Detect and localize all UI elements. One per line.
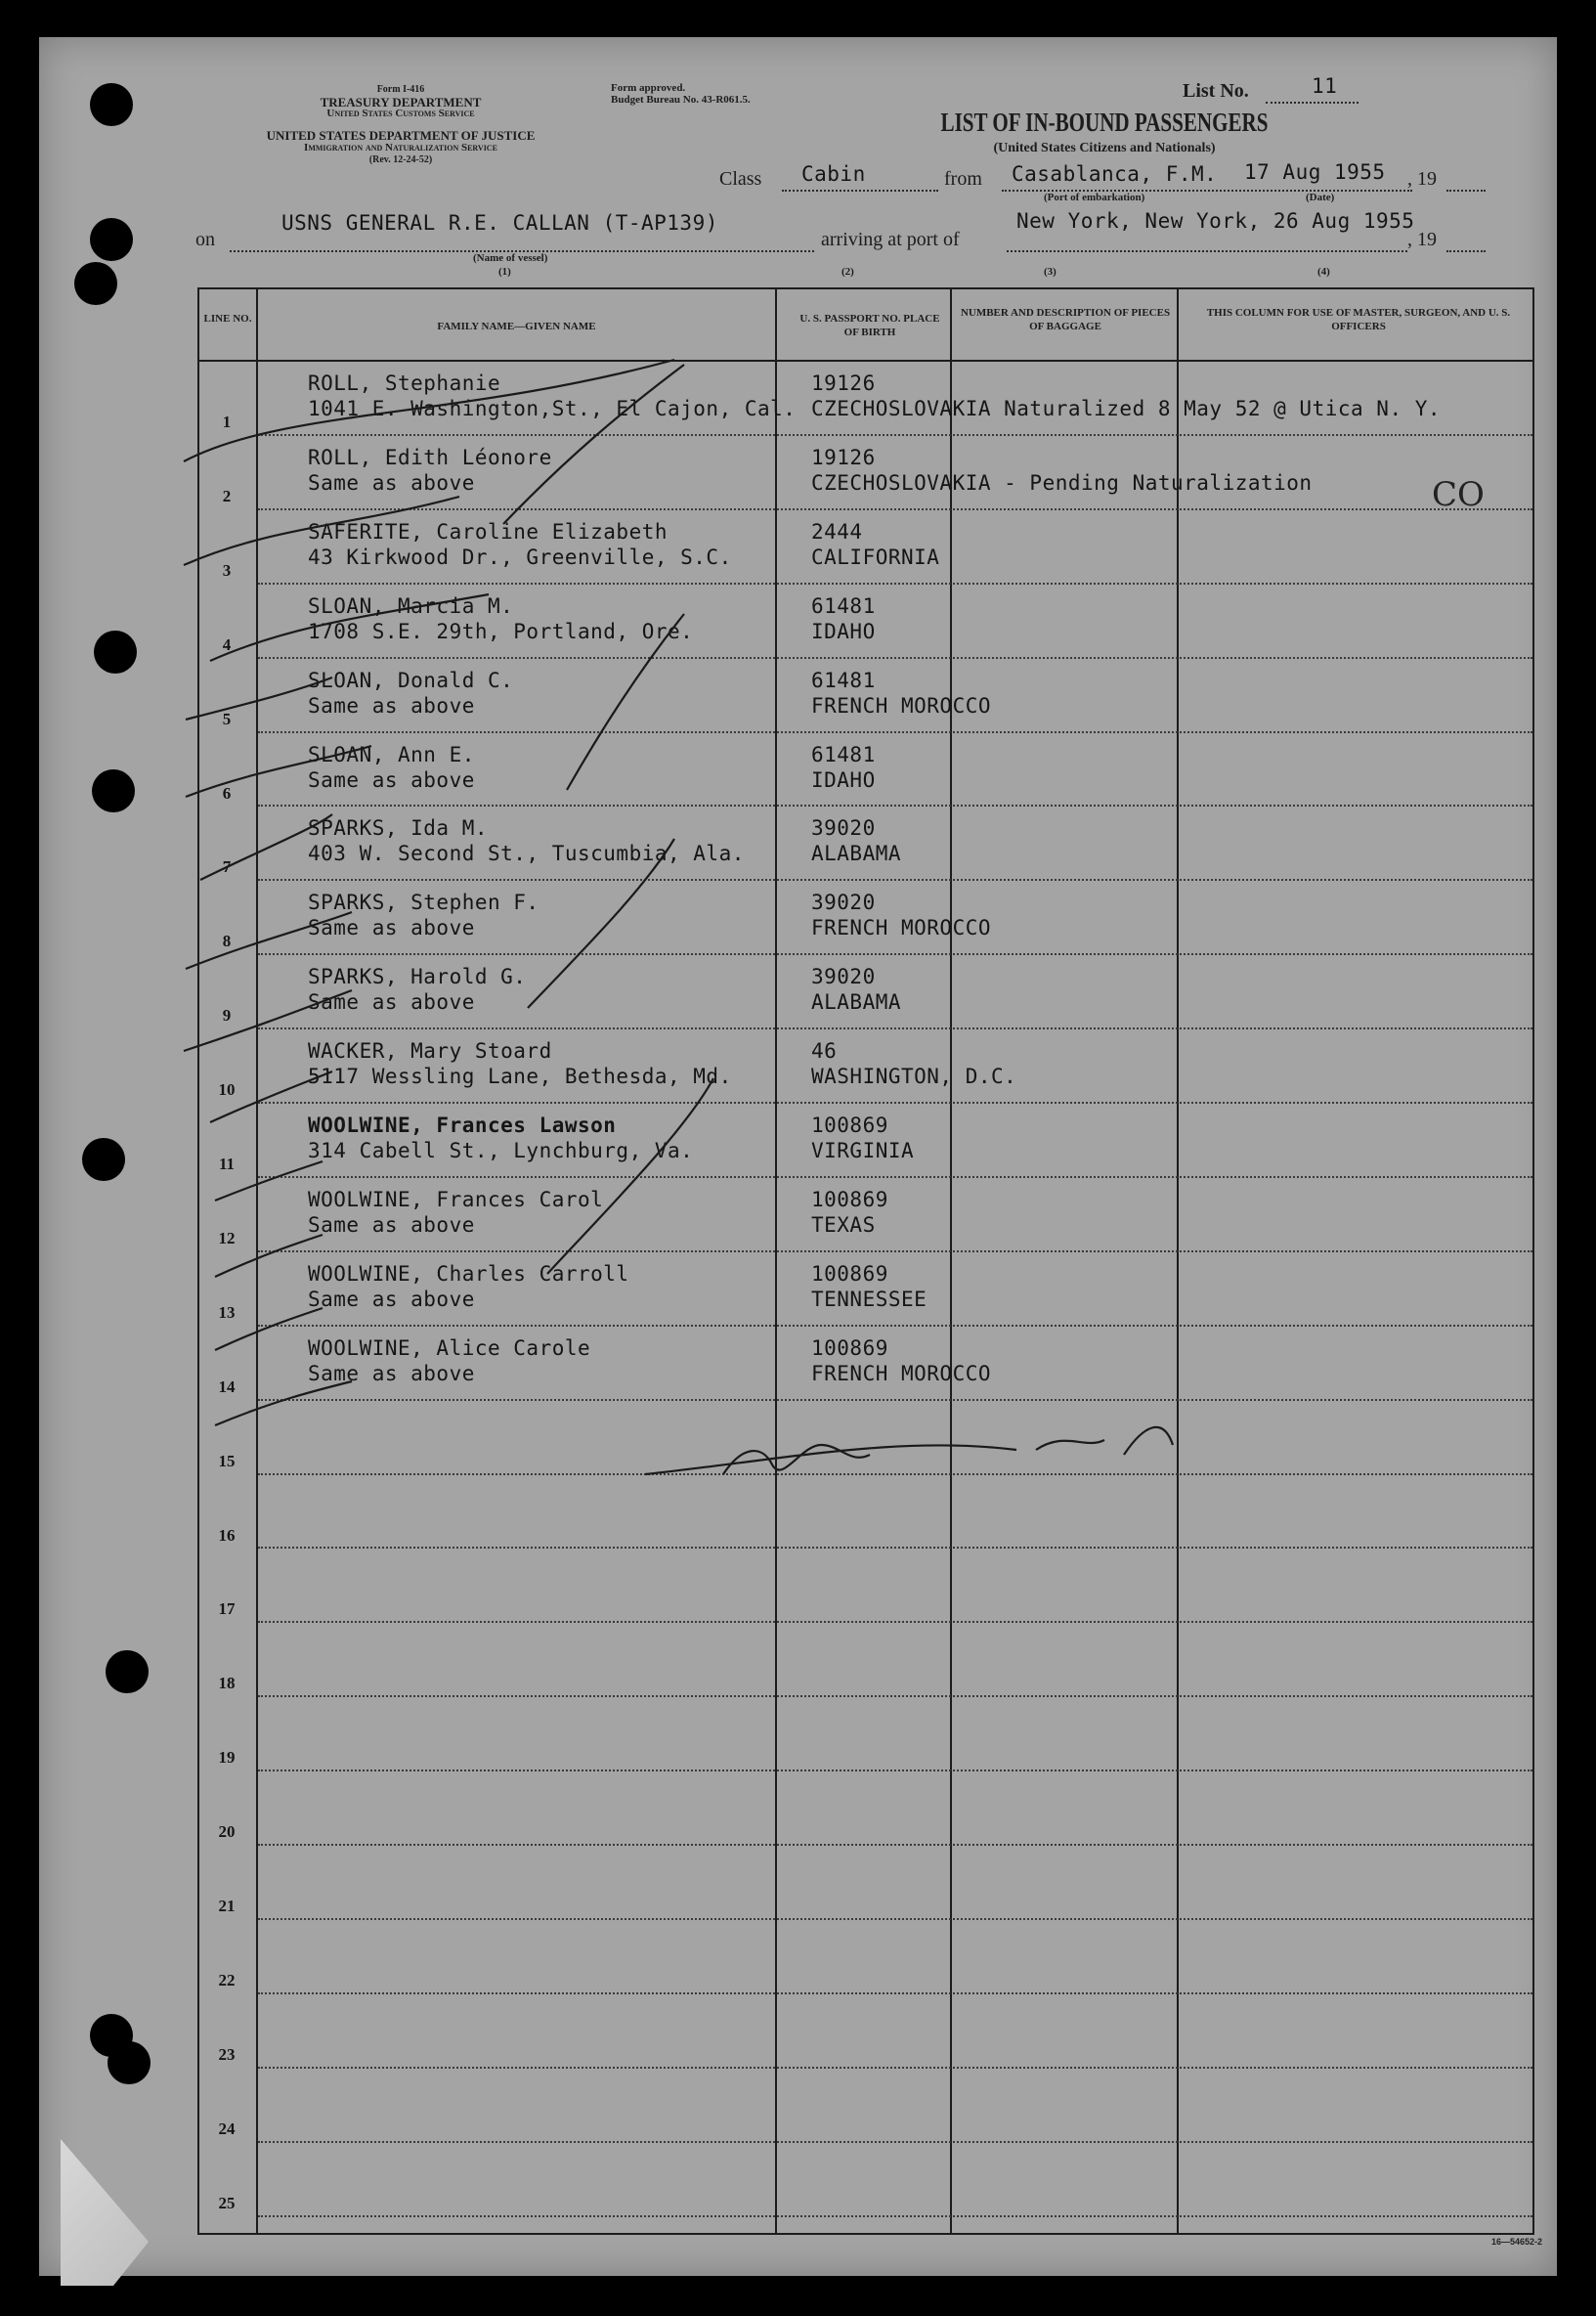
col-header-line-no: LINE NO. xyxy=(203,313,252,325)
passenger-name: SPARKS, Stephen F. xyxy=(308,891,539,915)
pen-check-marks xyxy=(39,37,1557,2276)
vessel-value: USNS GENERAL R.E. CALLAN (T-AP139) xyxy=(281,211,718,235)
passenger-name: WOOLWINE, Frances Lawson xyxy=(308,1114,617,1137)
passenger-address: 5117 Wessling Lane, Bethesda, Md. xyxy=(308,1065,732,1089)
col-header-officers: THIS COLUMN FOR USE OF MASTER, SURGEON, AND U. S. OFFICERS xyxy=(1206,307,1511,332)
passport-number: 19126 xyxy=(811,371,876,395)
passport-number: 100869 xyxy=(811,1114,888,1137)
passenger-name: WOOLWINE, Frances Carol xyxy=(308,1187,604,1211)
passenger-address: Same as above xyxy=(308,767,475,792)
from-date-value: 17 Aug 1955 xyxy=(1244,160,1386,184)
binder-hole xyxy=(94,631,137,674)
arrival-value: New York, New York, 26 Aug 1955 xyxy=(1016,209,1415,233)
passport-number: 100869 xyxy=(811,1187,888,1211)
date-caption: (Date) xyxy=(1306,192,1335,203)
place-of-birth: FRENCH MOROCCO xyxy=(811,693,992,718)
line-number: 14 xyxy=(218,1376,236,1396)
binder-hole xyxy=(92,769,135,812)
col-header-baggage: NUMBER AND DESCRIPTION OF PIECES OF BAGGAGE xyxy=(960,307,1171,332)
line-number: 23 xyxy=(218,2044,236,2064)
passenger-address: 1041 E. Washington,St., El Cajon, Cal. xyxy=(308,397,797,420)
line-number: 6 xyxy=(222,783,232,803)
passenger-name: WACKER, Mary Stoard xyxy=(308,1039,552,1064)
binder-hole xyxy=(106,1650,149,1693)
passenger-address: 43 Kirkwood Dr., Greenville, S.C. xyxy=(308,545,732,569)
passport-number: 100869 xyxy=(811,1335,888,1360)
place-of-birth: IDAHO xyxy=(811,767,876,792)
line-number: 9 xyxy=(222,1006,232,1026)
document-subtitle: (United States Citizens and Nationals) xyxy=(993,141,1216,155)
line-number: 19 xyxy=(218,1748,236,1768)
document-title: LIST OF IN-BOUND PASSENGERS xyxy=(940,108,1269,137)
place-of-birth: VIRGINIA xyxy=(811,1139,915,1162)
ins-service: Immigration and Naturalization Service xyxy=(304,142,497,153)
vessel-caption: (Name of vessel) xyxy=(473,252,548,264)
col-number-4: (4) xyxy=(1317,266,1330,278)
line-number: 3 xyxy=(222,560,232,580)
passenger-name: WOOLWINE, Alice Carole xyxy=(308,1335,591,1360)
passenger-address: Same as above xyxy=(308,1361,475,1385)
passenger-name: SLOAN, Ann E. xyxy=(308,742,475,766)
revision: (Rev. 12-24-52) xyxy=(368,154,433,165)
passenger-address: Same as above xyxy=(308,1287,475,1311)
port-caption: (Port of embarkation) xyxy=(1044,192,1145,203)
passenger-name: SLOAN, Donald C. xyxy=(308,668,514,692)
place-of-birth: IDAHO xyxy=(811,619,876,643)
col-header-passport: U. S. PASSPORT NO. PLACE OF BIRTH xyxy=(799,313,940,338)
line-number: 20 xyxy=(218,1822,236,1842)
passport-number: 61481 xyxy=(811,742,876,766)
budget-bureau: Budget Bureau No. 43-R061.5. xyxy=(611,94,751,106)
line-number: 25 xyxy=(218,2193,236,2212)
passenger-name: SLOAN, Marcia M. xyxy=(308,593,514,618)
passport-number: 39020 xyxy=(811,891,876,915)
form-sheet xyxy=(39,37,1557,2276)
line-number: 11 xyxy=(218,1155,236,1173)
arriving-label: arriving at port of xyxy=(821,229,960,250)
passenger-address: 403 W. Second St., Tuscumbia, Ala. xyxy=(308,842,745,866)
line-number: 13 xyxy=(218,1302,236,1322)
handwritten-note: CO xyxy=(1432,475,1485,514)
binder-hole xyxy=(108,2041,151,2084)
passenger-address: 314 Cabell St., Lynchburg, Va. xyxy=(308,1139,694,1162)
place-of-birth: CZECHOSLOVAKIA - Pending Naturalization xyxy=(811,470,1313,495)
line-number: 18 xyxy=(218,1674,236,1693)
col-header-name: FAMILY NAME—GIVEN NAME xyxy=(437,321,596,332)
passenger-name: SPARKS, Ida M. xyxy=(308,816,489,841)
line-number: 24 xyxy=(218,2119,236,2138)
binder-hole xyxy=(90,83,133,126)
passenger-address: 1708 S.E. 29th, Portland, Ore. xyxy=(308,619,694,643)
passport-number: 61481 xyxy=(811,668,876,692)
passenger-address: Same as above xyxy=(308,916,475,940)
passport-number: 61481 xyxy=(811,593,876,618)
line-number: 7 xyxy=(222,857,232,877)
place-of-birth: TENNESSEE xyxy=(811,1287,927,1311)
passport-number: 39020 xyxy=(811,965,876,989)
form-id: Form I-416 xyxy=(376,84,425,95)
customs-service: United States Customs Service xyxy=(326,108,475,119)
line-number: 15 xyxy=(218,1451,236,1470)
place-of-birth: ALABAMA xyxy=(811,990,902,1015)
line-number: 8 xyxy=(222,932,232,951)
passport-number: 100869 xyxy=(811,1261,888,1286)
passport-number: 46 xyxy=(811,1039,838,1064)
line-number: 10 xyxy=(218,1080,236,1100)
passenger-address: Same as above xyxy=(308,693,475,718)
line-number: 16 xyxy=(218,1525,236,1545)
line-number: 22 xyxy=(218,1970,236,1989)
line-number: 21 xyxy=(218,1897,236,1915)
line-number: 5 xyxy=(222,709,232,728)
year-suffix-1: , 19 xyxy=(1407,168,1437,190)
on-label: on xyxy=(195,229,215,250)
line-number: 1 xyxy=(222,413,232,431)
passenger-name: ROLL, Stephanie xyxy=(308,371,501,395)
binder-hole xyxy=(90,218,133,261)
passport-number: 19126 xyxy=(811,445,876,469)
place-of-birth: FRENCH MOROCCO xyxy=(811,1361,992,1385)
passenger-address: Same as above xyxy=(308,990,475,1015)
footer-code: 16—54652-2 xyxy=(1490,2237,1542,2247)
place-of-birth: CALIFORNIA xyxy=(811,545,940,569)
list-no-value: 11 xyxy=(1312,74,1338,98)
from-port-value: Casablanca, F.M. xyxy=(1012,162,1218,186)
place-of-birth: CZECHOSLOVAKIA Naturalized 8 May 52 @ Utica N. Y. xyxy=(811,397,1442,420)
binder-hole xyxy=(82,1138,125,1181)
passenger-name: SAFERITE, Caroline Elizabeth xyxy=(308,519,669,544)
treasury-dept: TREASURY DEPARTMENT xyxy=(320,95,482,109)
binder-hole xyxy=(74,262,117,305)
passenger-address: Same as above xyxy=(308,470,475,495)
passenger-name: WOOLWINE, Charles Carroll xyxy=(308,1261,629,1286)
passenger-name: ROLL, Edith Léonore xyxy=(308,445,552,469)
line-number: 12 xyxy=(218,1228,236,1247)
from-label: from xyxy=(944,168,982,190)
passenger-address: Same as above xyxy=(308,1212,475,1237)
place-of-birth: ALABAMA xyxy=(811,842,902,866)
place-of-birth: TEXAS xyxy=(811,1212,876,1237)
line-number: 2 xyxy=(222,486,232,505)
place-of-birth: WASHINGTON, D.C. xyxy=(811,1065,1017,1089)
passenger-name: SPARKS, Harold G. xyxy=(308,965,527,989)
col-number-1: (1) xyxy=(498,266,511,278)
line-number: 4 xyxy=(222,634,232,654)
passport-number: 39020 xyxy=(811,816,876,841)
year-suffix-2: , 19 xyxy=(1407,229,1437,250)
form-approved: Form approved. xyxy=(611,82,686,94)
justice-dept: UNITED STATES DEPARTMENT OF JUSTICE xyxy=(266,128,536,143)
line-number: 17 xyxy=(218,1599,236,1619)
list-no-label: List No. xyxy=(1183,80,1249,102)
place-of-birth: FRENCH MOROCCO xyxy=(811,916,992,940)
class-label: Class xyxy=(719,168,762,190)
col-number-2: (2) xyxy=(841,266,854,278)
passport-number: 2444 xyxy=(811,519,863,544)
class-value: Cabin xyxy=(801,162,866,186)
col-number-3: (3) xyxy=(1044,266,1057,278)
